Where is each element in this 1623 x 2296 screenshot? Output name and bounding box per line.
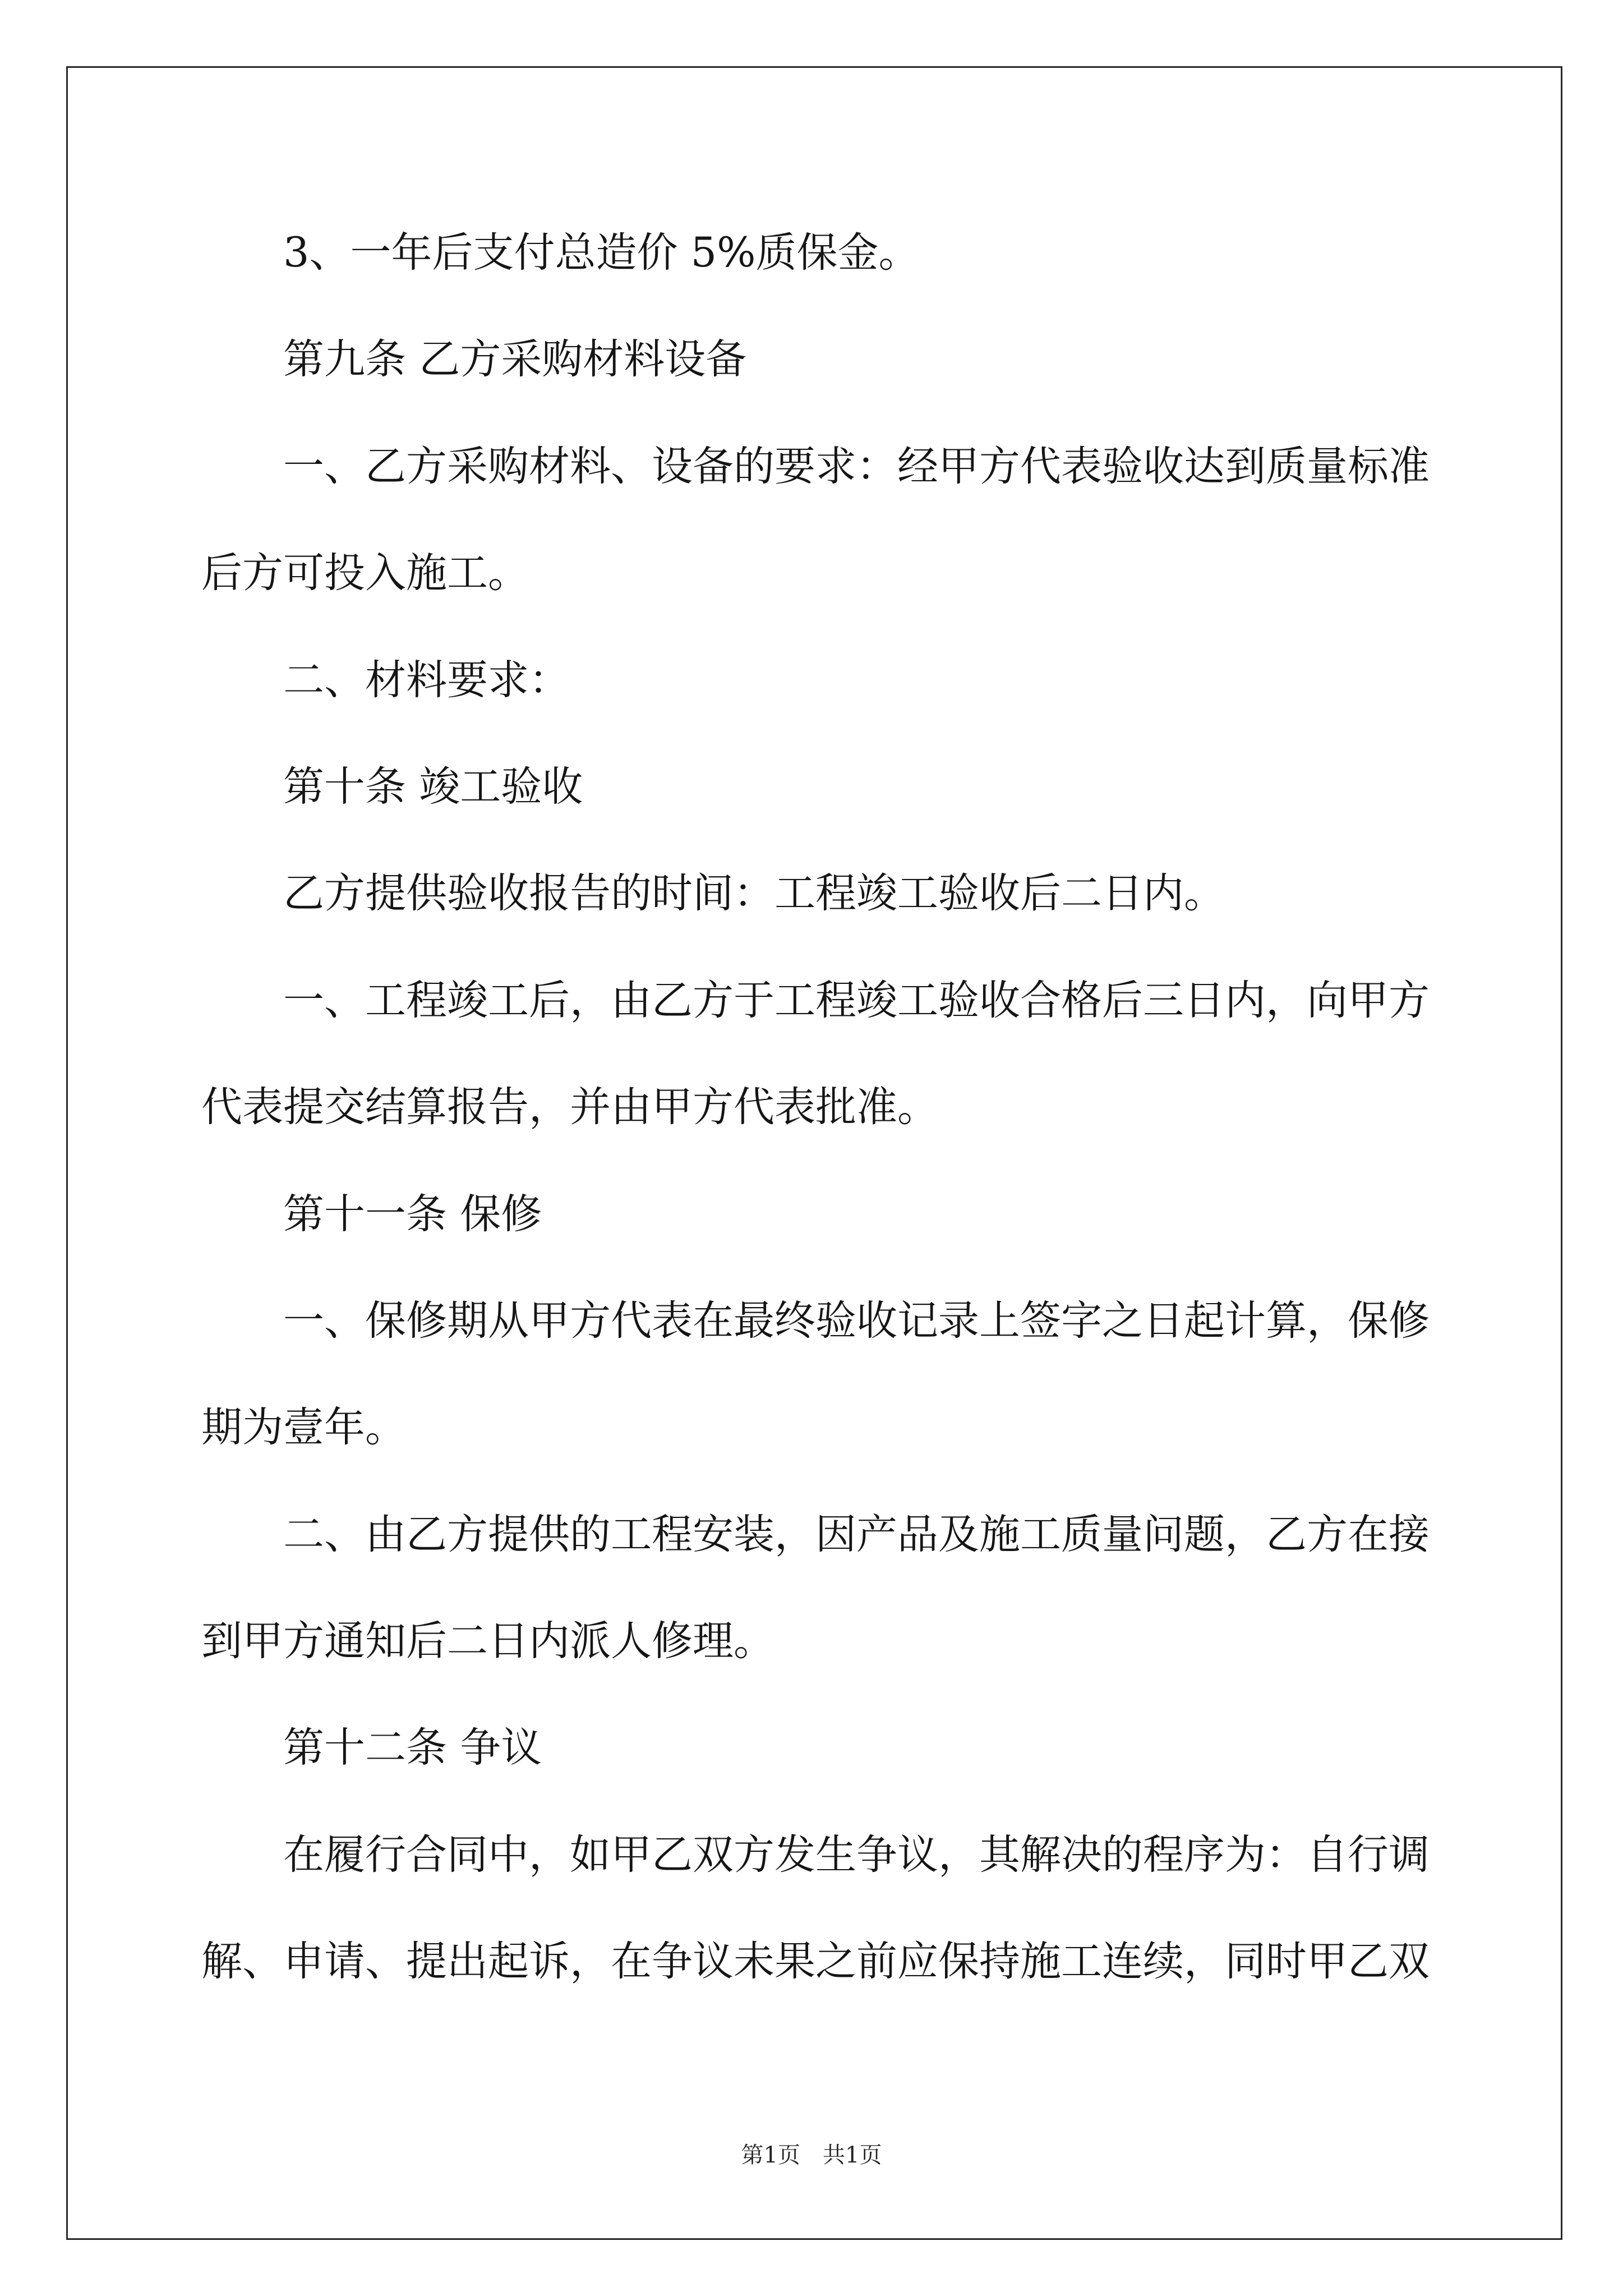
text-line: 期为壹年。 [201,1404,406,1452]
heading-line: 第十条 竣工验收 [283,762,583,811]
text-line: 一、工程竣工后，由乙方于工程竣工验收合格后三日内，向甲方 [283,976,1430,1024]
article-heading [201,734,1435,840]
clause-paragraph [201,840,1435,947]
text-line: 3、一年后支付总造价 5%质保金。 [283,229,920,277]
text-line: 二、材料要求： [283,656,570,704]
article-heading [201,306,1435,413]
heading-line: 第九条 乙方采购材料设备 [283,335,747,384]
clause-paragraph [201,1802,1435,2016]
page-number-footer: 第1页 共1页 [741,2142,882,2168]
clause-paragraph [201,627,1435,734]
text-line: 到甲方通知后二日内派人修理。 [201,1617,774,1665]
text-line: 代表提交结算报告，并由甲方代表批准。 [201,1083,938,1131]
document-body [201,200,1435,2016]
article-heading [201,1161,1435,1268]
heading-line: 第十一条 保修 [283,1190,542,1238]
text-line: 乙方提供验收报告的时间：工程竣工验收后二日内。 [283,869,1225,918]
text-line: 一、乙方采购材料、设备的要求：经甲方代表验收达到质量标准 [283,442,1430,490]
list-item-paragraph [201,200,1435,306]
text-line: 一、保修期从甲方代表在最终验收记录上签字之日起计算，保修 [283,1296,1430,1345]
text-line: 二、由乙方提供的工程安装，因产品及施工质量问题，乙方在接 [283,1510,1430,1558]
clause-paragraph [201,413,1435,627]
text-line: 在履行合同中，如甲乙双方发生争议，其解决的程序为：自行调 [283,1830,1430,1879]
heading-line: 第十二条 争议 [283,1724,542,1772]
text-line: 解、申请、提出起诉，在争议未果之前应保持施工连续，同时甲乙双 [201,1938,1430,1986]
text-line: 后方可投入施工。 [201,549,529,597]
clause-paragraph [201,1481,1435,1695]
clause-paragraph [201,1268,1435,1481]
article-heading [201,1695,1435,1801]
clause-paragraph [201,947,1435,1161]
